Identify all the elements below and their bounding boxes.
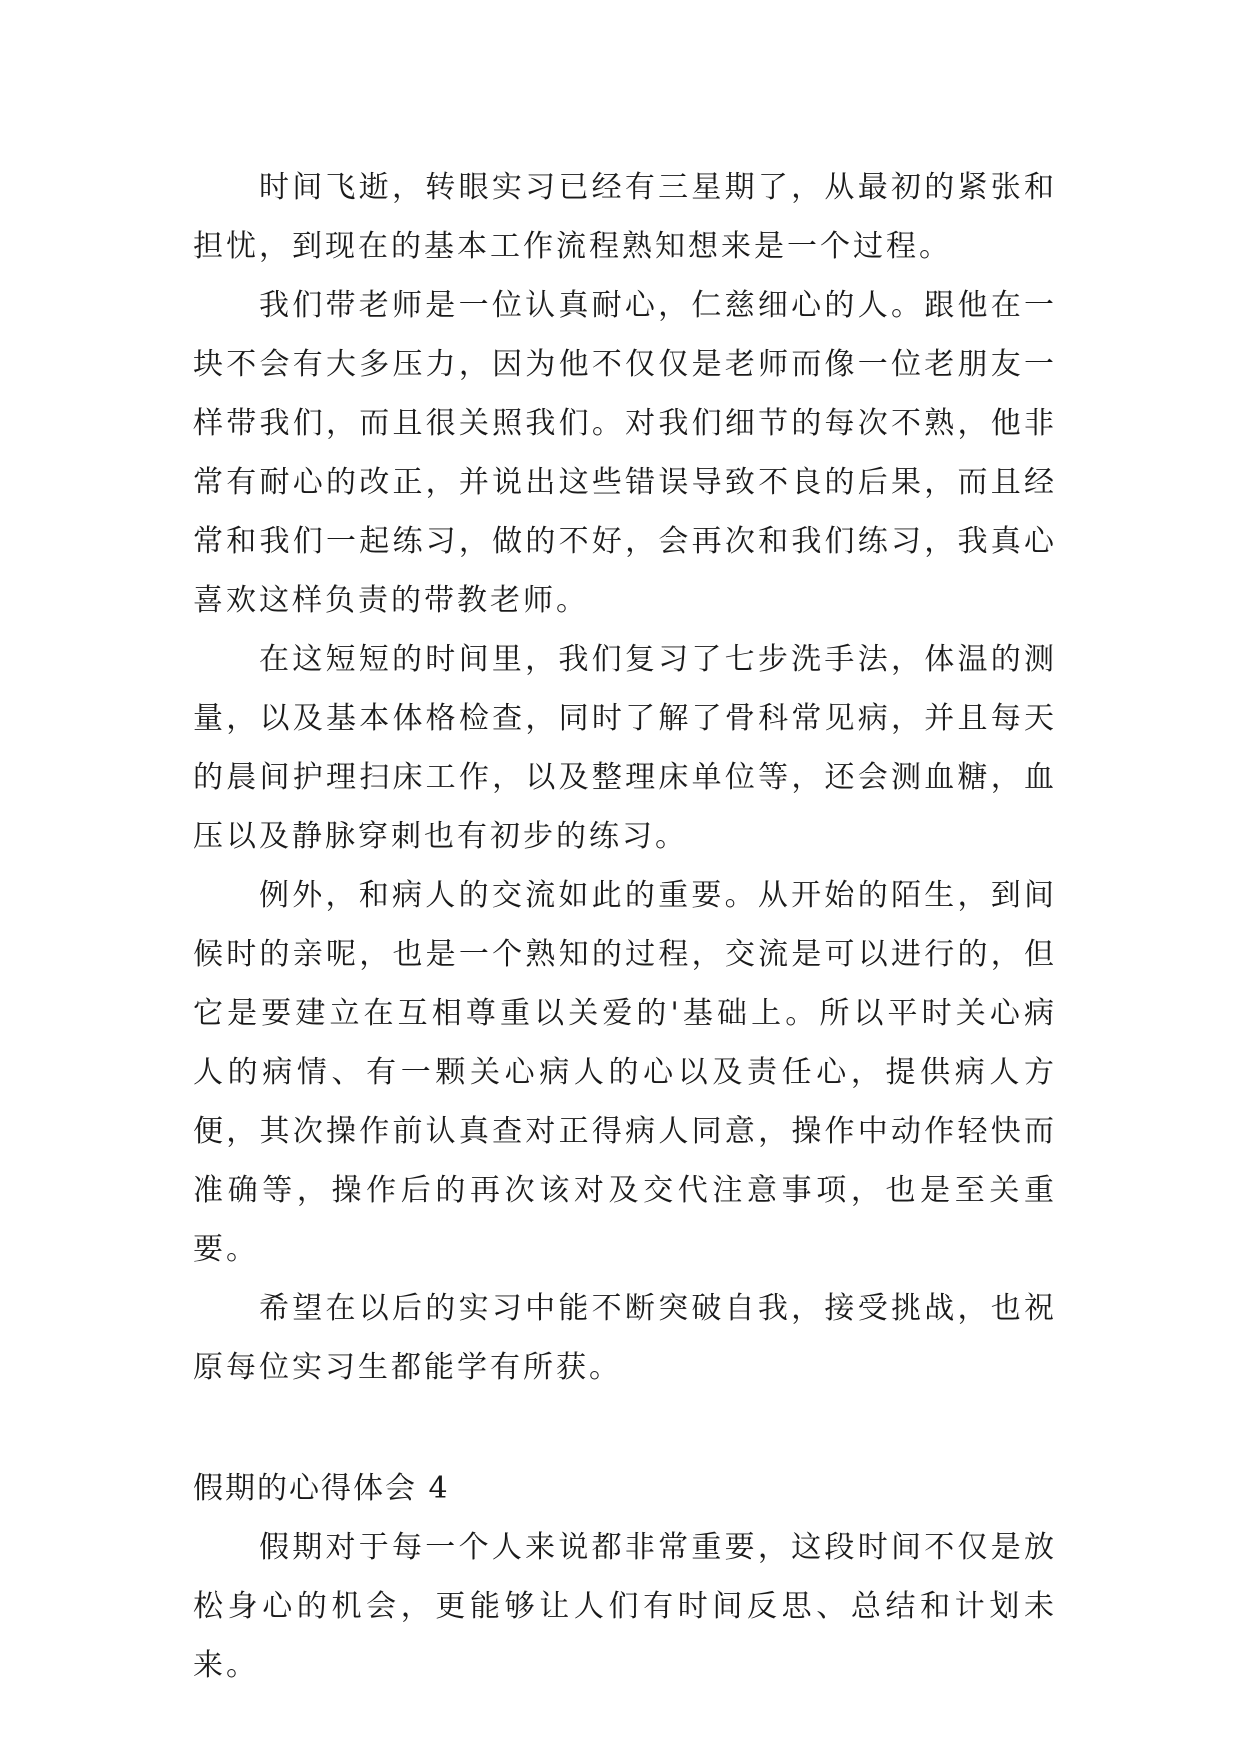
section-heading: 假期的心得体会 4 <box>193 1471 450 1506</box>
paragraph-2: 我们带老师是一位认真耐心，仁慈细心的人。跟他在一块不会有大多压力，因为他不仅仅是老师而像一位老朋友一样带我们，而且很关照我们。对我们细节的每次不熟，他非常有耐心的改正，并说出这些错误导致不良的后果，而且经常和我们一起练习，做的不好，会再次和我们练习，我真心喜欢这样负责的带教老师。 <box>193 288 1057 618</box>
paragraph-3: 在这短短的时间里，我们复习了七步洗手法，体温的测量，以及基本体格检查，同时了解了骨科常见病，并且每天的晨间护理扫床工作，以及整理床单位等，还会测血糖，血压以及静脉穿刺也有初步的练习。 <box>193 642 1057 854</box>
paragraph-1: 时间飞逝，转眼实习已经有三星期了，从最初的紧张和担忧，到现在的基本工作流程熟知想来是一个过程。 <box>193 170 1057 264</box>
paragraph-4: 例外，和病人的交流如此的重要。从开始的陌生，到间候时的亲呢，也是一个熟知的过程，交流是可以进行的，但它是要建立在互相尊重以关爱的'基础上。所以平时关心病人的病情、有一颗关心病人的心以及责任心，提供病人方便，其次操作前认真查对正得病人同意，操作中动作轻快而准确等，操作后的再次该对及交代注意事项，也是至关重要。 <box>193 878 1057 1267</box>
paragraph-5: 希望在以后的实习中能不断突破自我，接受挑战，也祝原每位实习生都能学有所获。 <box>193 1291 1057 1385</box>
document-body <box>193 158 1057 1695</box>
paragraph-6: 假期对于每一个人来说都非常重要，这段时间不仅是放松身心的机会，更能够让人们有时间反思、总结和计划未来。 <box>193 1530 1057 1683</box>
